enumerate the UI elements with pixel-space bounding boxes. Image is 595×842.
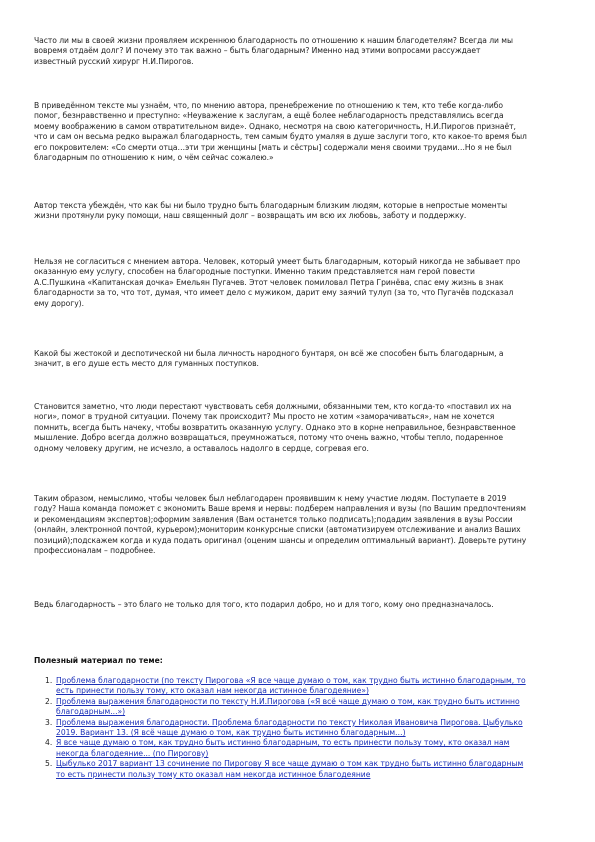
related-link[interactable]: Проблема благодарности (по тексту Пирогова «Я все чаще думаю о том, как трудно быть истинно благодарным, то есть принести пользу тому, кто оказал нам некогда истинное благодеяние») bbox=[56, 676, 526, 696]
list-item-number: 4. bbox=[45, 738, 53, 748]
list-item-number: 3. bbox=[45, 717, 53, 727]
list-item-number: 1. bbox=[45, 676, 53, 685]
intro-paragraph: Часто ли мы в своей жизни проявляем искреннюю благодарность по отношению к нашим благодетелям? Всегда ли мы вовремя отдаём долг? И почему это так важно – быть благодарным? Именно над этими вопросами рассуждает известный русский хирург Н.И.Пирогов. bbox=[34, 36, 513, 66]
list-item bbox=[34, 738, 562, 759]
argument-conclusion-paragraph: Какой бы жестокой и деспотической ни была личность народного бунтаря, он всё же способен быть благодарным, а значит, в его душе есть место для гуманных поступков. bbox=[34, 349, 504, 369]
list-item bbox=[34, 718, 562, 739]
list-item bbox=[34, 697, 562, 718]
author-conviction-paragraph: Автор текста убеждён, что как бы ни было трудно быть благодарным близким людям, которые в непростые моменты жизни протянули руку помощи, наш священный долг – возвращать им всю их любовь, заботу и поддержку. bbox=[34, 201, 508, 221]
related-materials-title: Полезный материал по теме: bbox=[34, 656, 163, 665]
related-link[interactable]: Проблема выражения благодарности. Проблема благодарности по тексту Николая Ивановича Пирогова. Цыбулько 2019. Вариант 13. (Я всё чаще думаю о том, как трудно быть истинно благодарным…) bbox=[56, 717, 523, 738]
final-paragraph: Ведь благодарность – это благо не только для того, кто подарил добро, но и для того, кому оно предназначалось. bbox=[34, 600, 494, 609]
list-item-number: 2. bbox=[45, 696, 53, 706]
author-position-paragraph: В приведённом тексте мы узнаём, что, по мнению автора, пренебрежение по отношению к тем, кто тебе когда-либо помог, безнравственно и преступно: «Неуважение к заслугам, а ещё более неблагодарность представлялись всегда моему воображению в самом отвратительном виде». Однако, несмотря на свою категоричность, Н.И.Пирогов признаёт, что и сам он весьма редко выражал благодарность, тем самым будто умаляя в душе заслуги того, кто какое-то время был его покровителем: «Со смерти отца…эти три женщины [мать и сёстры] содержали меня своими трудами…Но я не был благодарным по отношению к ним, о чём сейчас сожалею.» bbox=[34, 101, 527, 163]
related-link[interactable]: Я все чаще думаю о том, как трудно быть истинно благодарным, то есть принести пользу тому, кто оказал нам некогда благодеяние... (по Пирогову) bbox=[56, 738, 510, 758]
list-item-number: 5. bbox=[45, 759, 53, 769]
related-materials-list bbox=[34, 676, 562, 780]
list-item bbox=[34, 676, 562, 697]
related-link[interactable]: Цыбулько 2017 вариант 13 сочинение по Пирогову Я все чаще думаю о том как трудно быть истинно благодарным то есть принести пользу тому кто оказал нам некогда истинное благодеяние bbox=[56, 759, 524, 779]
argument-paragraph: Нельзя не согласиться с мнением автора. Человек, который умеет быть благодарным, который никогда не забывает про оказанную ему услугу, способен на благородные поступки. Именно таким представляется нам герой повести А.С.Пушкина «Капитанская дочка» Емельян Пугачев. Этот человек помиловал Петра Гринёва, спас ему жизнь в знак благодарности за то, что тот, думая, что имеет дело с мужиком, дарит ему заячий тулуп (за то, что Пугачёв подсказал ему дорогу). bbox=[34, 257, 521, 308]
related-link[interactable]: Проблема выражения благодарности по тексту Н.И.Пирогова («Я всё чаще думаю о том, как трудно быть истинно благодарным...») bbox=[56, 696, 520, 717]
conclusion-paragraph: Таким образом, немыслимо, чтобы человек был неблагодарен проявившим к нему участие людям. Поступаете в 2019 году? Наша команда поможет с экономить Ваше время и нервы: подберем направления и вузы (по Вашим предпочтениям и рекомендациям экспертов);оформим заявления (Вам останется только подписать);подадим заявления в вузы России (онлайн, электронной почтой, курьером);мониторим конкурсные списки (автоматизируем отслеживание и анализ Ваших позиций);подскажем когда и куда подать оригинал (оценим шансы и определим оптимальный вариант). Доверьте рутину профессионалам – подробнее. bbox=[34, 494, 527, 556]
reflection-paragraph: Становится заметно, что люди перестают чувствовать себя должными, обязанными тем, кто когда-то «поставил их на ноги», помог в трудной ситуации. Почему так происходит? Мы просто не хотим «заморачиваться», нам не хочется помнить, всегда быть начеку, чтобы возвратить оказанную услугу. Однако это в корне неправильное, безнравственное мышление. Добро всегда должно возвращаться, преумножаться, потому что очень важно, чтобы тепло, подаренное одному человеку другим, не исчезло, а оставалось надолго в сердце, согревая его. bbox=[34, 402, 516, 453]
list-item bbox=[34, 759, 562, 780]
